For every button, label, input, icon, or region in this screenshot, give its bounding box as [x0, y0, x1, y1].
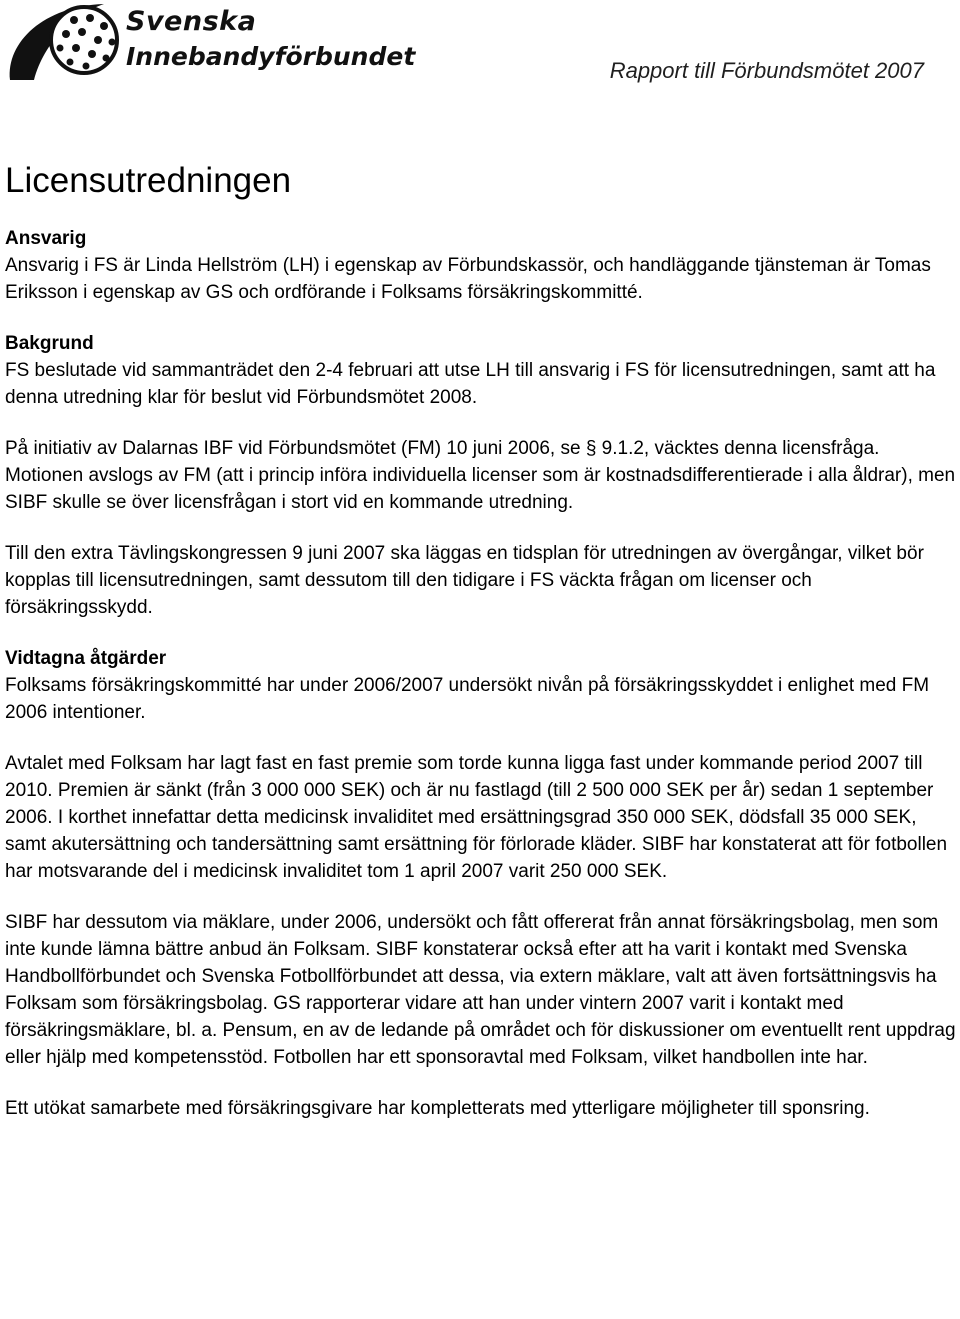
logo-text-line1: Svenska	[126, 6, 257, 37]
sibf-logo	[4, 2, 416, 82]
paragraph: Avtalet med Folksam har lagt fast en fast premie som torde kunna ligga fast under kommande period 2007 till 2010. Premien är sänkt (från 3 000 000 SEK) och är nu fastlagd (till 2 500 000 SEK per år) sedan 1 september 2006. I korthet innefattar detta medicinsk invaliditet med ersättningsgrad 350 000 SEK, dödsfall 35 000 SEK, samt akutersättning och tandersättning samt ersättning för förlorade kläder. SIBF har konstaterat att för fotbollen har motsvarande del i medicinsk invaliditet tom 1 april 2007 varit 250 000 SEK.	[5, 753, 948, 882]
page-header	[0, 0, 960, 90]
paragraph: Folksams försäkringskommitté har under 2006/2007 undersökt nivån på försäkringsskyddet i enlighet med FM 2006 intentioner.	[5, 675, 930, 723]
logo-text-line2: Innebandyförbundet	[126, 42, 416, 71]
report-title: Rapport till Förbundsmötet 2007	[609, 58, 924, 83]
paragraph: Ett utökat samarbete med försäkringsgivare har kompletterats med ytterligare möjligheter till sponsring.	[5, 1098, 870, 1119]
section-heading-bakgrund: Bakgrund	[5, 333, 94, 354]
section-heading-vidtagna-atgarder: Vidtagna åtgärder	[5, 648, 167, 669]
section-heading-ansvarig: Ansvarig	[5, 228, 87, 249]
paragraph: Till den extra Tävlingskongressen 9 juni 2007 ska läggas en tidsplan för utredningen av övergångar, vilket bör kopplas till licensutredningen, samt dessutom till den tidigare i FS väckta frågan om licenser och försäkringsskydd.	[5, 543, 924, 618]
paragraph: SIBF har dessutom via mäklare, under 2006, undersökt och fått offererat från annat försäkringsbolag, men som inte kunde lämna bättre anbud än Folksam. SIBF konstaterar också efter att ha varit i kontakt med Svenska Handbollförbundet och Svenska Fotbollförbundet att dessa, via extern mäklare, valt att även fortsättningsvis ha Folksam som försäkringsbolag. GS rapporterar vidare att han under vintern 2007 varit i kontakt med försäkringsmäklare, bl. a. Pensum, en av de ledande på området och för diskussioner om eventuellt rent uppdrag eller hjälp med kompetensstöd. Fotbollen har ett sponsoravtal med Folksam, vilket handbollen inte har.	[5, 912, 956, 1068]
section-bakgrund	[5, 330, 960, 621]
paragraph	[5, 435, 960, 516]
paragraph-text: På initiativ av Dalarnas IBF vid Förbundsmötet (FM) 10 juni 2006, se	[5, 438, 586, 459]
paragraph-text: 9.1.2, väcktes denna licensfråga. Motionen avslogs av FM (att i princip införa individuella licenser som är kostnadsdifferentierade i alla åldrar), men SIBF skulle se över licensfrågan i stort vid en kommande utredning.	[5, 438, 956, 513]
section-ansvarig	[5, 225, 960, 306]
document-body	[5, 160, 960, 1140]
section-symbol: §	[585, 438, 597, 459]
paragraph: FS beslutade vid sammanträdet den 2-4 februari att utse LH till ansvarig i FS för licensutredningen, samt att ha denna utredning klar för beslut vid Förbundsmötet 2008.	[5, 360, 936, 408]
paragraph: Ansvarig i FS är Linda Hellström (LH) i egenskap av Förbundskassör, och handläggande tjänsteman är Tomas Eriksson i egenskap av GS och ordförande i Folksams försäkringskommitté.	[5, 255, 931, 303]
page-title: Licensutredningen	[5, 161, 292, 200]
section-vidtagna-atgarder	[5, 645, 960, 1122]
